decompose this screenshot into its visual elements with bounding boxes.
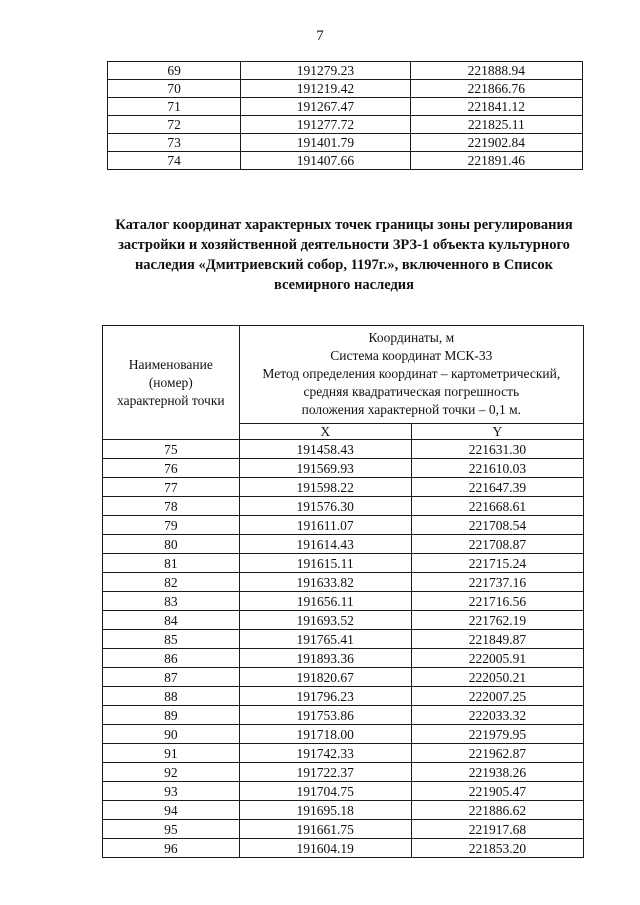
table-row (108, 62, 583, 80)
y-coordinate-cell: 221917.68 (411, 820, 583, 839)
point-number-cell: 74 (108, 152, 241, 170)
catalog-title-line: наследия «Дмитриевский собор, 1197г.», включенного в Список (134, 257, 554, 273)
point-number-cell: 80 (103, 535, 240, 554)
table-row (103, 459, 584, 478)
x-coordinate-cell: 191722.37 (239, 763, 411, 782)
table-row (103, 801, 584, 820)
table-row (108, 134, 583, 152)
y-coordinate-cell: 221737.16 (411, 573, 583, 592)
point-number-cell: 88 (103, 687, 240, 706)
catalog-title-line: всемирного наследия (273, 277, 414, 293)
point-number-cell: 85 (103, 630, 240, 649)
y-coordinate-cell: 221762.19 (411, 611, 583, 630)
x-coordinate-cell: 191576.30 (239, 497, 411, 516)
point-number-cell: 90 (103, 725, 240, 744)
y-coordinate-cell: 221668.61 (411, 497, 583, 516)
y-column-header: Y (411, 424, 583, 440)
x-column-header: X (239, 424, 411, 440)
y-coordinate-cell: 221979.95 (411, 725, 583, 744)
point-number-cell: 84 (103, 611, 240, 630)
y-coordinate-cell: 221825.11 (410, 116, 582, 134)
table-row (103, 630, 584, 649)
point-number-cell: 76 (103, 459, 240, 478)
y-coordinate-cell: 221716.56 (411, 592, 583, 611)
coordinates-header-line: Система координат МСК-33 (330, 348, 493, 363)
page-number: 7 (316, 28, 324, 44)
catalog-title (100, 215, 588, 295)
y-coordinate-cell: 221610.03 (411, 459, 583, 478)
catalog-table-header (103, 326, 584, 440)
x-coordinate-cell: 191604.19 (239, 839, 411, 858)
x-coordinate-cell: 191219.42 (241, 80, 410, 98)
table-row (103, 573, 584, 592)
table-row (103, 535, 584, 554)
x-coordinate-cell: 191796.23 (239, 687, 411, 706)
table-row (103, 744, 584, 763)
table-row (103, 839, 584, 858)
point-number-cell: 93 (103, 782, 240, 801)
x-coordinate-cell: 191614.43 (239, 535, 411, 554)
point-name-header-line: (номер) (148, 374, 193, 390)
y-coordinate-cell: 221849.87 (411, 630, 583, 649)
x-coordinate-cell: 191661.75 (239, 820, 411, 839)
table-row (103, 782, 584, 801)
point-number-cell: 69 (108, 62, 241, 80)
point-number-cell: 78 (103, 497, 240, 516)
point-number-cell: 81 (103, 554, 240, 573)
y-coordinate-cell: 221888.94 (410, 62, 582, 80)
point-number-cell: 96 (103, 839, 240, 858)
point-number-cell: 82 (103, 573, 240, 592)
y-coordinate-cell: 221708.54 (411, 516, 583, 535)
x-coordinate-cell: 191693.52 (239, 611, 411, 630)
point-number-cell: 77 (103, 478, 240, 497)
top-table-body (108, 62, 583, 170)
point-number-cell: 72 (108, 116, 241, 134)
y-coordinate-cell: 222050.21 (411, 668, 583, 687)
coordinates-header-line: положения характерной точки – 0,1 м. (301, 402, 521, 417)
x-coordinate-cell: 191695.18 (239, 801, 411, 820)
point-number-cell: 75 (103, 440, 240, 459)
x-coordinate-cell: 191277.72 (241, 116, 410, 134)
point-number-cell: 79 (103, 516, 240, 535)
point-number-cell: 73 (108, 134, 241, 152)
table-row (103, 649, 584, 668)
coordinates-header (239, 326, 583, 424)
y-coordinate-cell: 221647.39 (411, 478, 583, 497)
table-row (103, 440, 584, 459)
x-coordinate-cell: 191611.07 (239, 516, 411, 535)
table-row (103, 554, 584, 573)
table-row (103, 687, 584, 706)
point-name-header-line: характерной точки (117, 392, 225, 408)
y-coordinate-cell: 222005.91 (411, 649, 583, 668)
point-number-cell: 83 (103, 592, 240, 611)
y-coordinate-cell: 222007.25 (411, 687, 583, 706)
y-coordinate-cell: 221905.47 (411, 782, 583, 801)
table-row (103, 497, 584, 516)
x-coordinate-cell: 191893.36 (239, 649, 411, 668)
table-row (103, 478, 584, 497)
coordinates-header-line: Метод определения координат – картометрический, (262, 366, 561, 381)
point-number-cell: 89 (103, 706, 240, 725)
x-coordinate-cell: 191742.33 (239, 744, 411, 763)
y-coordinate-cell: 221853.20 (411, 839, 583, 858)
x-coordinate-cell: 191656.11 (239, 592, 411, 611)
point-number-cell: 87 (103, 668, 240, 687)
x-coordinate-cell: 191401.79 (241, 134, 410, 152)
point-number-cell: 71 (108, 98, 241, 116)
y-coordinate-cell: 221891.46 (410, 152, 582, 170)
y-coordinate-cell: 221962.87 (411, 744, 583, 763)
y-coordinate-cell: 221841.12 (410, 98, 582, 116)
table-row (103, 592, 584, 611)
x-coordinate-cell: 191598.22 (239, 478, 411, 497)
catalog-title-line: Каталог координат характерных точек границы зоны регулирования (115, 217, 573, 233)
catalog-coordinates-table (102, 325, 584, 858)
point-number-cell: 94 (103, 801, 240, 820)
table-row (108, 116, 583, 134)
table-row (103, 668, 584, 687)
x-coordinate-cell: 191615.11 (239, 554, 411, 573)
table-row (103, 516, 584, 535)
y-coordinate-cell: 221708.87 (411, 535, 583, 554)
table-row (103, 706, 584, 725)
x-coordinate-cell: 191458.43 (239, 440, 411, 459)
x-coordinate-cell: 191704.75 (239, 782, 411, 801)
header-row (103, 326, 584, 424)
y-coordinate-cell: 221886.62 (411, 801, 583, 820)
x-coordinate-cell: 191633.82 (239, 573, 411, 592)
x-coordinate-cell: 191718.00 (239, 725, 411, 744)
point-number-cell: 95 (103, 820, 240, 839)
coordinates-header-line: Координаты, м (368, 330, 455, 345)
table-row (108, 98, 583, 116)
y-coordinate-cell: 222033.32 (411, 706, 583, 725)
x-coordinate-cell: 191267.47 (241, 98, 410, 116)
table-row (108, 80, 583, 98)
coordinates-header-line: средняя квадратическая погрешность (303, 384, 520, 399)
catalog-table-body (103, 440, 584, 858)
point-number-cell: 92 (103, 763, 240, 782)
x-coordinate-cell: 191753.86 (239, 706, 411, 725)
table-row (108, 152, 583, 170)
point-number-cell: 70 (108, 80, 241, 98)
x-coordinate-cell: 191820.67 (239, 668, 411, 687)
point-name-header-line: Наименование (128, 356, 213, 372)
x-coordinate-cell: 191279.23 (241, 62, 410, 80)
table-row (103, 725, 584, 744)
y-coordinate-cell: 221902.84 (410, 134, 582, 152)
top-coordinates-table (107, 61, 583, 170)
y-coordinate-cell: 221938.26 (411, 763, 583, 782)
y-coordinate-cell: 221866.76 (410, 80, 582, 98)
table-row (103, 611, 584, 630)
catalog-title-line: застройки и хозяйственной деятельности ЗРЗ-1 объекта культурного (118, 237, 570, 253)
x-coordinate-cell: 191569.93 (239, 459, 411, 478)
table-row (103, 820, 584, 839)
x-coordinate-cell: 191765.41 (239, 630, 411, 649)
table-row (103, 763, 584, 782)
point-number-cell: 86 (103, 649, 240, 668)
point-number-cell: 91 (103, 744, 240, 763)
y-coordinate-cell: 221631.30 (411, 440, 583, 459)
point-name-header (103, 326, 240, 440)
y-coordinate-cell: 221715.24 (411, 554, 583, 573)
x-coordinate-cell: 191407.66 (241, 152, 410, 170)
